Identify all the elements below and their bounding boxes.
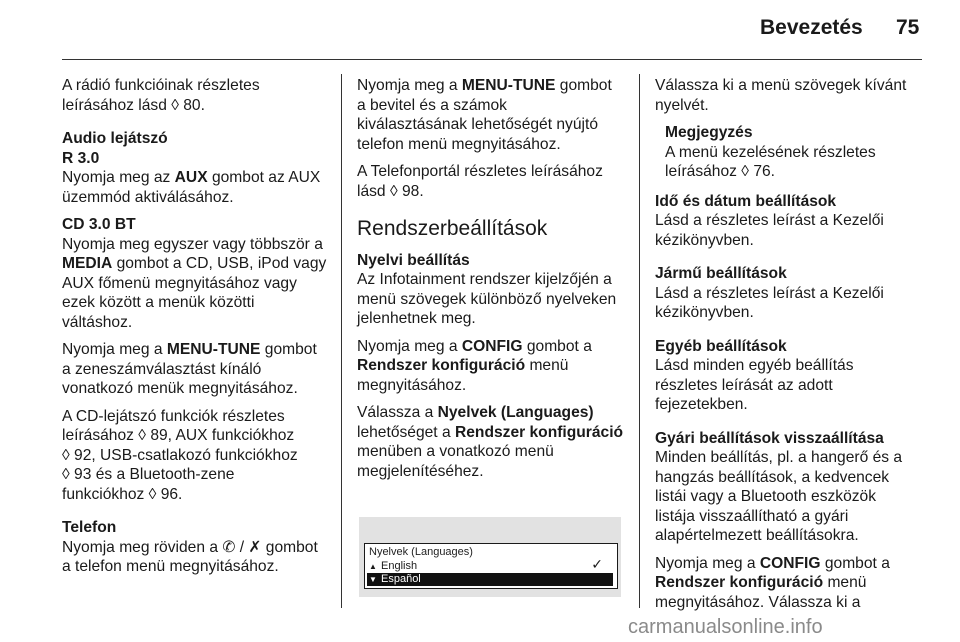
time-date-heading: Idő és dátum beállítások: [655, 192, 837, 210]
page-header-title: Bevezetés: [760, 16, 863, 39]
header-divider: [62, 59, 922, 60]
system-settings-heading: Rendszerbeállítások: [357, 217, 548, 240]
phone-menu-paragraph: Nyomja meg a MENU-TUNE gombot a bevitel és a számok kiválasztásának lehetőségét nyújtó telefon menü megnyitásához.: [357, 77, 612, 153]
arrow-up-icon: ▲: [369, 562, 377, 571]
language-menu-figure: [359, 517, 621, 597]
time-date-section: Idő és dátum beállítások Lásd a részletes leírást a Kezelői kézikönyvben.: [655, 192, 925, 251]
other-settings-heading: Egyéb beállítások: [655, 337, 787, 355]
language-select-paragraph: Válassza a Nyelvek (Languages) lehetőséget a Rendszer konfiguráció menüben a vonatkozó menü megjelenítéséhez.: [357, 404, 624, 480]
language-menu-title: Nyelvek (Languages): [369, 546, 473, 558]
checkmark-icon: ✓: [591, 556, 603, 572]
page-number: 75: [896, 16, 920, 39]
cd30bt-heading: CD 3.0 BT: [62, 216, 136, 233]
column-2: [357, 76, 627, 597]
cd-menu-tune-paragraph: Nyomja meg a MENU-TUNE gombot a zeneszámválasztást kínáló vonatkozó menük megnyitásához.: [62, 341, 317, 397]
vehicle-settings-heading: Jármű beállítások: [655, 265, 787, 282]
select-language-paragraph: Válassza ki a menü szövegek kívánt nyelvét.: [655, 77, 907, 114]
factory-reset-section: Gyári beállítások visszaállítása Minden beállítás, pl. a hangerő és a hangzás beállítások, a kedvencek listái vagy a Bluetooth eszközök listája visszaállítható a gyári alapértelmezett beállításokra.: [655, 429, 925, 546]
phone-section: Telefon Nyomja meg röviden a ✆ / ✗ gombot a telefon menü megnyitásához.: [62, 518, 328, 577]
factory-reset-heading: Gyári beállítások visszaállítása: [655, 429, 884, 447]
column-divider-1: [341, 74, 342, 608]
language-option-espanol[interactable]: ▼ Español: [367, 573, 613, 586]
config-paragraph: Nyomja meg a CONFIG gombot a Rendszer konfiguráció menü megnyitásához.: [357, 337, 592, 394]
cd-references-paragraph: A CD-lejátszó funkciók részletes leírásához ◊ 89, AUX funkciókhoz ◊ 92, USB-csatlakozó funkciókhoz ◊ 93 és a Bluetooth-zene funkciókhoz ◊ 96.: [62, 407, 298, 503]
language-heading: Nyelvi beállítás: [357, 251, 470, 269]
column-3: [655, 76, 925, 620]
column-divider-2: [639, 74, 640, 608]
phone-portal-paragraph: A Telefonportál részletes leírásához lásd ◊ 98.: [357, 163, 603, 200]
audio-player-section: Audio lejátszó R 3.0 Nyomja meg az AUX gombot az AUX üzemmód aktiválásához.: [62, 129, 328, 207]
r30-heading: R 3.0: [62, 149, 100, 167]
other-settings-section: Egyéb beállítások Lásd minden egyéb beállítás részletes leírását az adott fejezetekben.: [655, 337, 925, 415]
language-menu-screen: [364, 543, 618, 589]
note-heading: Megjegyzés: [665, 124, 753, 141]
arrow-down-icon: ▼: [369, 575, 377, 584]
phone-heading: Telefon: [62, 519, 117, 536]
note-box: Megjegyzés A menü kezelésének részletes leírásához ◊ 76.: [655, 123, 925, 182]
radio-reference: A rádió funkcióinak részletes leírásához lásd ◊ 80.: [62, 77, 260, 114]
audio-player-heading: Audio lejátszó: [62, 130, 168, 147]
column-1: [62, 76, 328, 585]
language-section: Nyelvi beállítás Az Infotainment rendszer kijelzőjén a menü szövegek különböző nyelveken jelenhetnek meg.: [357, 251, 627, 329]
watermark-text: carmanualsonline.info: [628, 616, 823, 638]
language-option-english[interactable]: ▲ English ✓: [369, 556, 603, 572]
cd30bt-section: CD 3.0 BT Nyomja meg egyszer vagy többször a MEDIA gombot a CD, USB, iPod vagy AUX főmenü megnyitásához vagy ezek között a menük közötti váltáshoz.: [62, 216, 327, 331]
vehicle-settings-section: Jármű beállítások Lásd a részletes leírást a Kezelői kézikönyvben.: [655, 264, 925, 323]
factory-config-paragraph: Nyomja meg a CONFIG gombot a Rendszer konfiguráció menü megnyitásához. Válassza ki a: [655, 554, 890, 611]
